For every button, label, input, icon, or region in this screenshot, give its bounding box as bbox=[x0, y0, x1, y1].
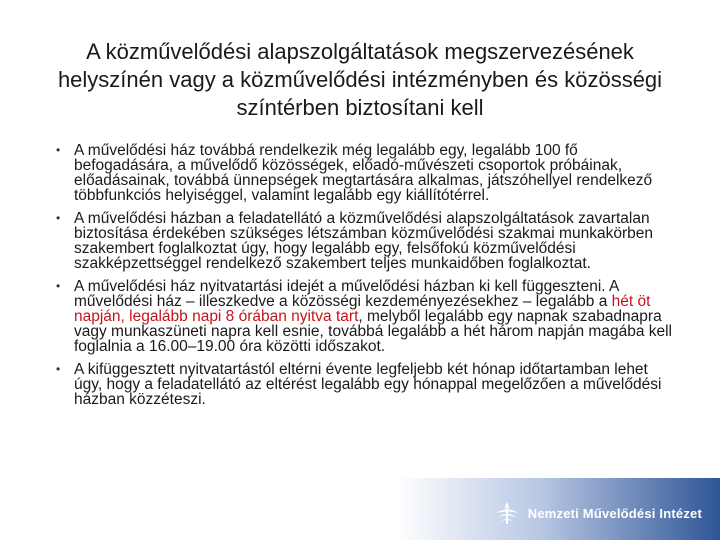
bullet-text: A művelődési házban a feladatellátó a közművelődési alapszolgáltatások zavartalan biztosítása érdekében szükséges létszámban közművelődési szakmai munkakörben szakembert foglalkoztat úgy, hogy legalább egy, felsőfokú közművelődési szakképzettséggel rendelkező szakembert teljes munkaidőben foglalkoztat. bbox=[74, 210, 653, 272]
bullet-item bbox=[52, 143, 672, 203]
bullet-dot: • bbox=[56, 362, 61, 376]
bullet-text: A művelődési ház továbbá rendelkezik még legalább egy, legalább 100 fő befogadására, a művelődő közösségek, előadó-művészeti csoportok próbáinak, előadásainak, továbbá ünnepségek megtartására alkalmas, játszóhellyel rendelkező többfunkciós helyiséggel, valamint legalább egy kiállítótérrel. bbox=[74, 142, 653, 204]
bullet-dot: • bbox=[56, 211, 61, 225]
bullet-item bbox=[52, 279, 672, 354]
bullet-list bbox=[52, 143, 672, 415]
bullet-dot: • bbox=[56, 279, 61, 293]
highlighted-text: hét öt napján, legalább napi 8 órában nyitva tart bbox=[74, 293, 651, 325]
bullet-text: A művelődési ház nyitvatartási idejét a művelődési házban ki kell függeszteni. A művelődési ház – illeszkedve a közösségi kezdeményezésekhez – legalább a bbox=[74, 278, 619, 310]
slide-title: A közművelődési alapszolgáltatások megszervezésének helyszínén vagy a közművelődési intézményben és közösségi színtérben biztosítani kell bbox=[57, 39, 663, 120]
institute-logo bbox=[492, 500, 702, 526]
nmi-logo-icon bbox=[492, 500, 522, 526]
bullet-dot: • bbox=[56, 143, 61, 157]
logo-text: Nemzeti Művelődési Intézet bbox=[527, 505, 702, 521]
bullet-text-continued: , melyből legalább egy napnak szabadnapra vagy munkaszüneti napra kell esnie, továbbá legalább a hét három napján magába kell foglalnia a 16.00–19.00 óra közötti időszakot. bbox=[74, 308, 672, 355]
bullet-item bbox=[52, 362, 672, 407]
footer-band bbox=[0, 478, 720, 540]
bullet-item bbox=[52, 211, 672, 271]
bullet-text: A kifüggesztett nyitvatartástól eltérni évente legfeljebb két hónap időtartamban lehet úgy, hogy a feladatellátó az eltérést legalább egy hónappal megelőzően a művelődési házban közzéteszi. bbox=[74, 361, 662, 408]
